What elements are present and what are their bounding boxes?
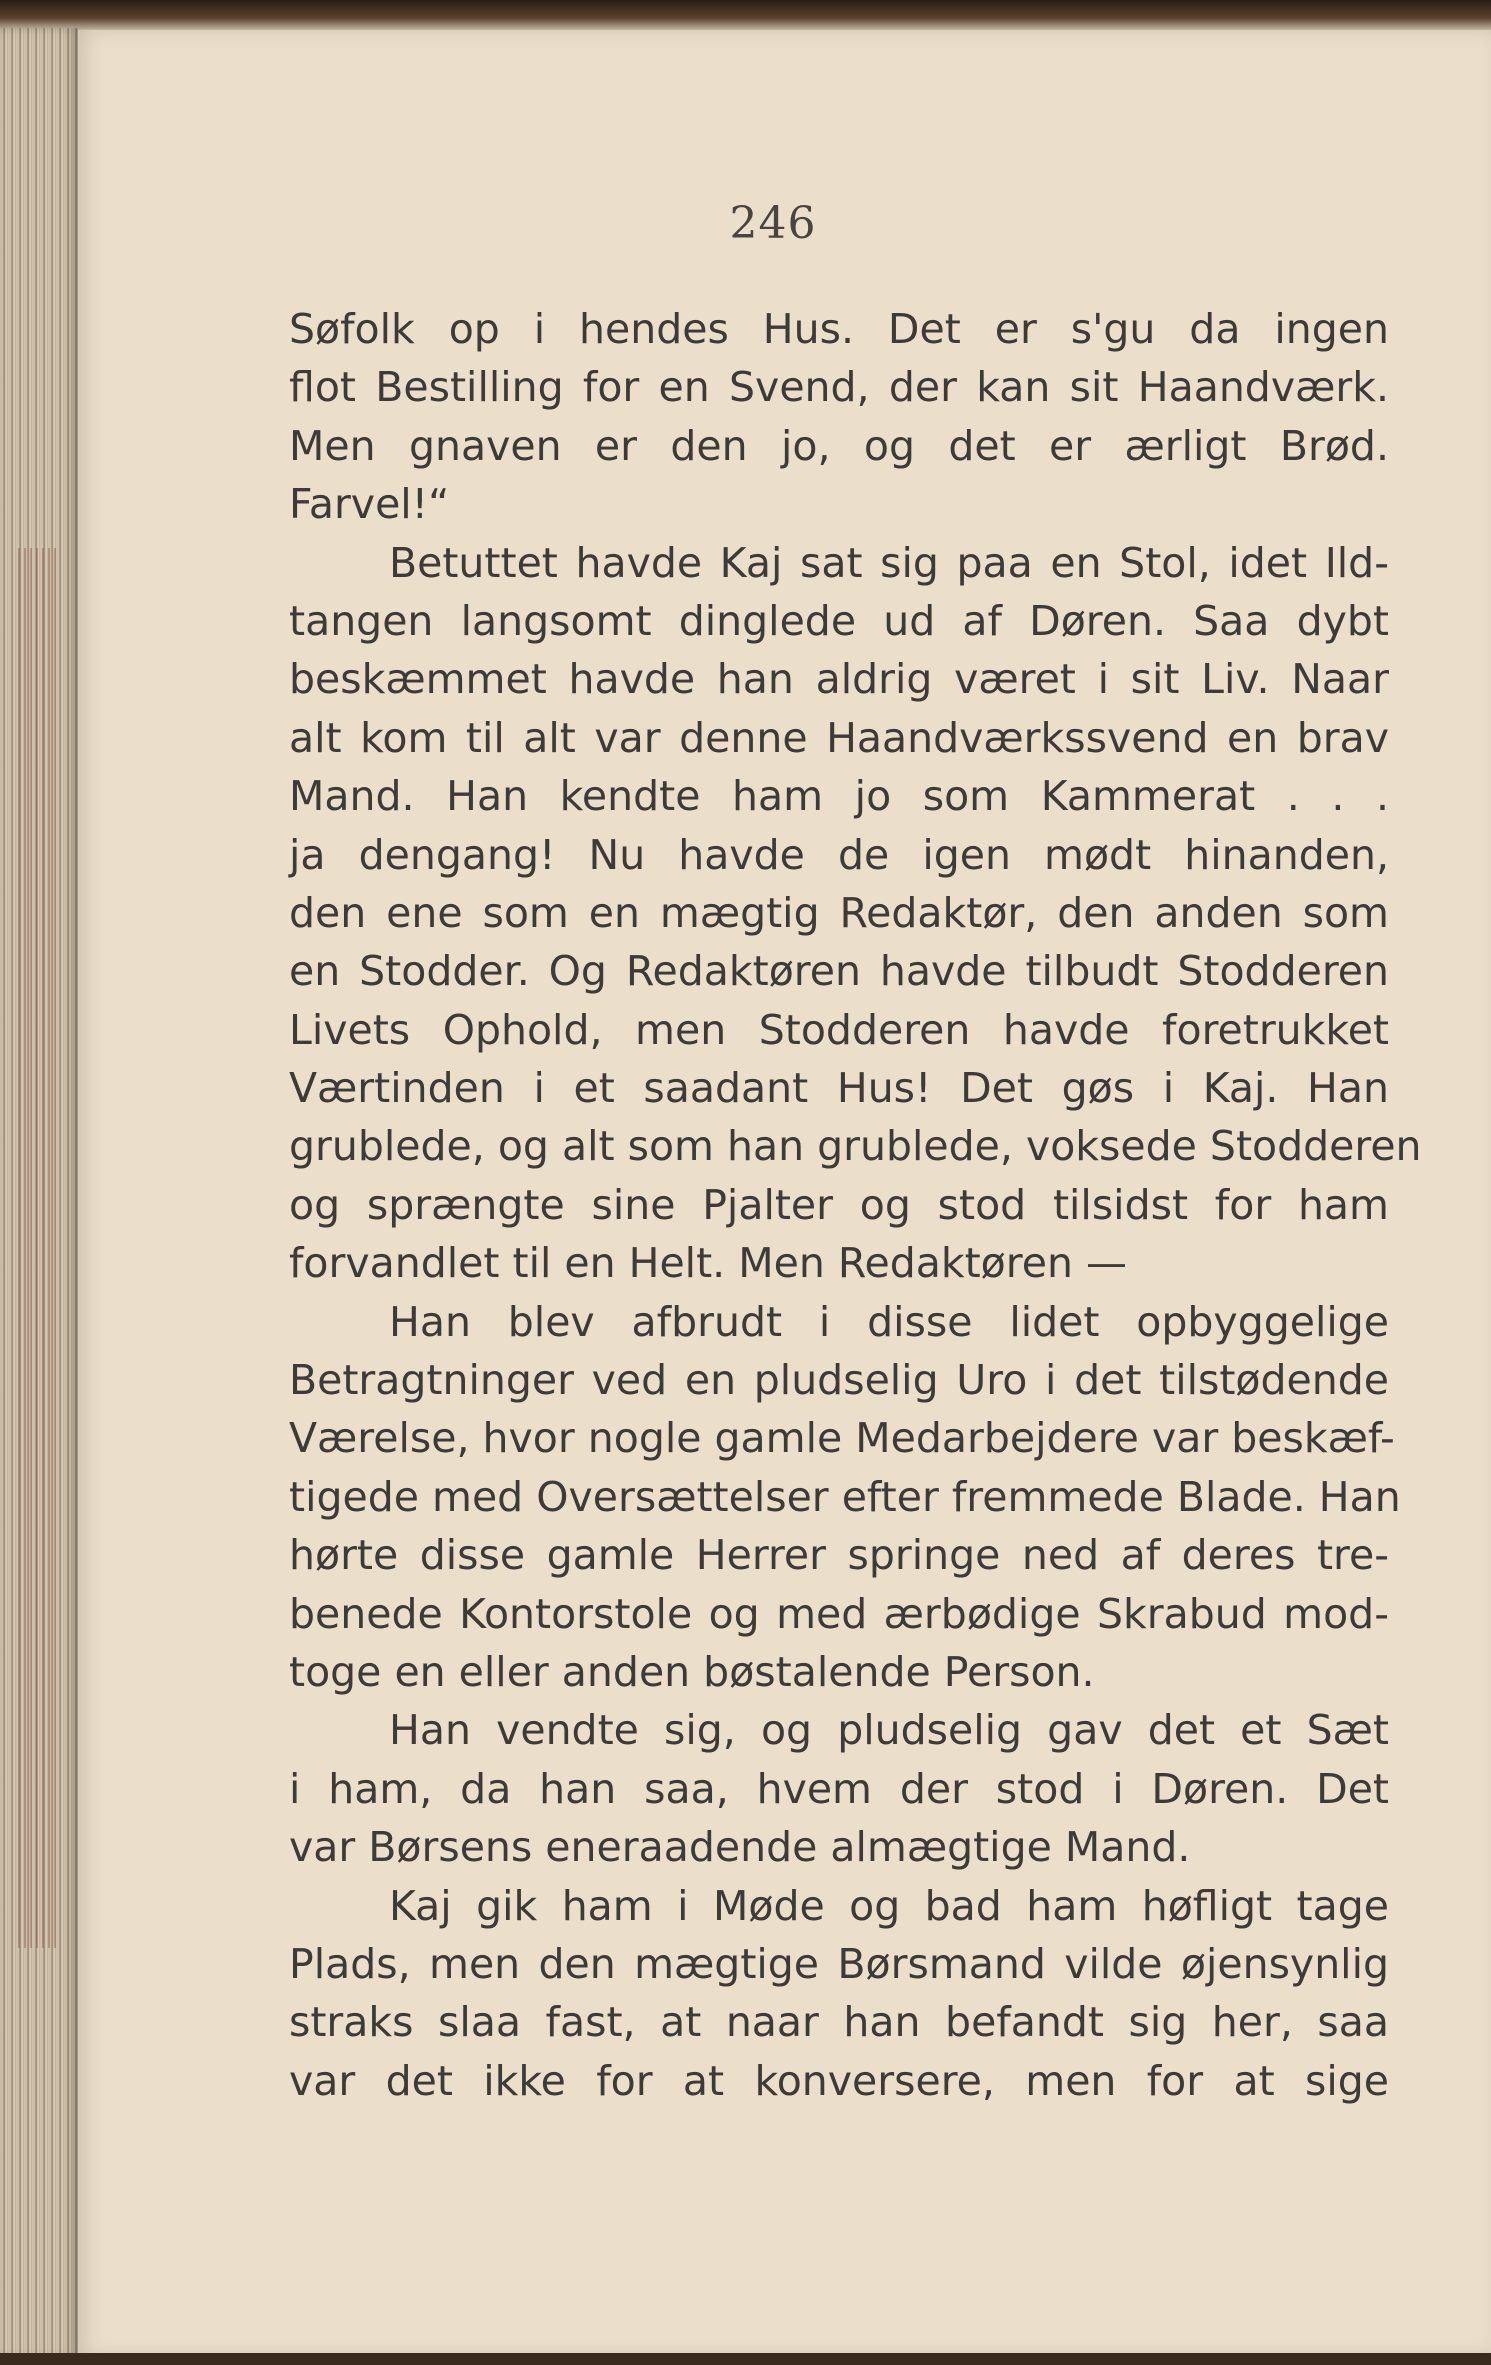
text-line: Betuttet havde Kaj sat sig paa en Stol, idet Ild- — [389, 538, 1389, 587]
text-line: Farvel!“ — [289, 480, 450, 529]
spine-stripe — [18, 548, 58, 1948]
text-line: tigede med Oversættelser efter fremmede Blade. Han — [289, 1472, 1401, 1521]
text-line: grublede, og alt som han grublede, voksede Stodderen — [289, 1122, 1422, 1171]
text-line: Han vendte sig, og pludselig gav det et Sæt — [389, 1706, 1389, 1755]
text-line: Betragtninger ved en pludselig Uro i det tilstødende — [289, 1356, 1389, 1405]
text-line: Han blev afbrudt i disse lidet opbyggelige — [389, 1297, 1389, 1346]
text-line: Værtinden i et saadant Hus! Det gøs i Kaj. Han — [289, 1064, 1389, 1113]
page-edges — [0, 28, 78, 2358]
text-line: var det ikke for at konversere, men for at sige — [289, 2056, 1389, 2105]
text-line: den ene som en mægtig Redaktør, den anden som — [289, 888, 1389, 937]
text-line: en Stodder. Og Redaktøren havde tilbudt Stodderen — [289, 947, 1389, 996]
text-line: Plads, men den mægtige Børsmand vilde øjensynlig — [289, 1939, 1389, 1988]
text-line: i ham, da han saa, hvem der stod i Døren. Det — [289, 1764, 1389, 1813]
text-line: straks slaa fast, at naar han befandt sig her, saa — [289, 1998, 1389, 2047]
text-line: Mand. Han kendte ham jo som Kammerat . . . — [289, 772, 1389, 821]
text-line: hørte disse gamle Herrer springe ned af deres tre- — [289, 1531, 1389, 1580]
text-line: og sprængte sine Pjalter og stod tilsidst for ham — [289, 1180, 1389, 1229]
text-line: Livets Ophold, men Stodderen havde foretrukket — [289, 1005, 1389, 1054]
text-line: Værelse, hvor nogle gamle Medarbejdere var beskæf- — [289, 1414, 1395, 1463]
text-line: alt kom til alt var denne Haandværkssvend en brav — [289, 713, 1389, 762]
text-line: flot Bestilling for en Svend, der kan sit Haandværk. — [289, 363, 1389, 412]
text-line: Kaj gik ham i Møde og bad ham høfligt tage — [389, 1881, 1389, 1930]
text-line: Men gnaven er den jo, og det er ærligt Brød. — [289, 421, 1389, 470]
page-number: 246 — [729, 198, 817, 249]
bottom-edge — [0, 2353, 1491, 2365]
text-line: tangen langsomt dinglede ud af Døren. Saa dybt — [289, 596, 1389, 645]
text-line: forvandlet til en Helt. Men Redaktøren — — [289, 1239, 1127, 1288]
text-line: beskæmmet havde han aldrig været i sit Liv. Naar — [289, 655, 1389, 704]
text-line: ja dengang! Nu havde de igen mødt hinanden, — [289, 830, 1389, 879]
text-line: Søfolk op i hendes Hus. Det er s'gu da ingen — [289, 305, 1389, 353]
text-line: var Børsens eneraadende almægtige Mand. — [289, 1823, 1191, 1872]
text-line: benede Kontorstole og med ærbødige Skrabud mod- — [289, 1589, 1389, 1638]
page-text-block — [289, 300, 1422, 2110]
text-line: toge en eller anden bøstalende Person. — [289, 1647, 1095, 1696]
